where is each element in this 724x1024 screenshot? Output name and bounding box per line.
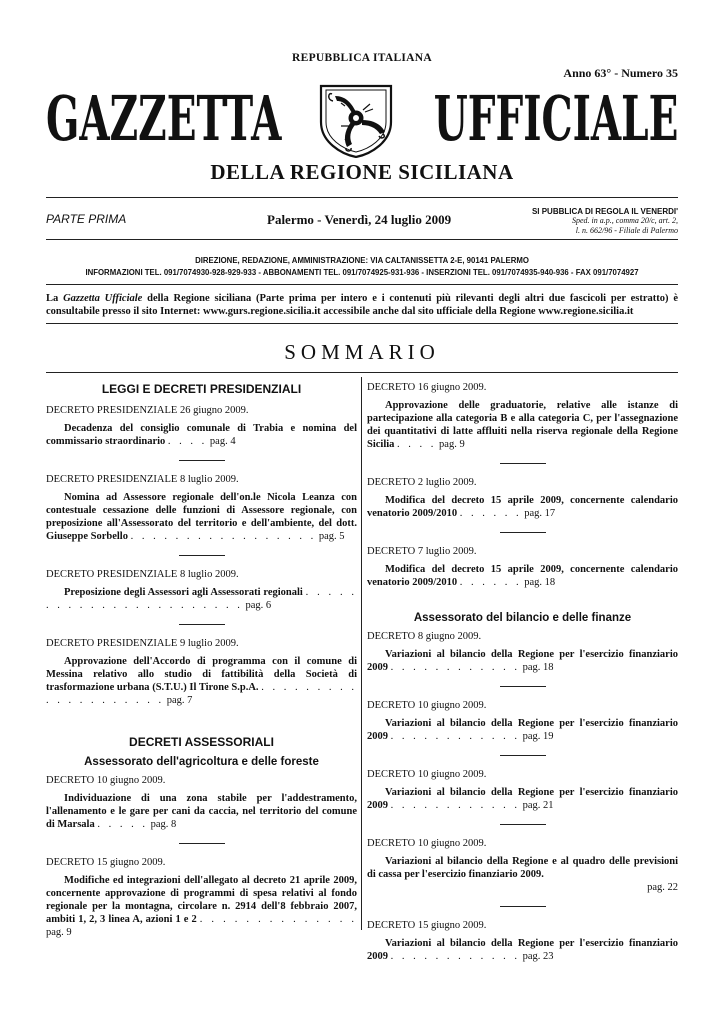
sommario-title: SOMMARIO	[284, 340, 440, 364]
entry-date: DECRETO 10 giugno 2009.	[46, 775, 166, 786]
header-rule-middle	[46, 239, 678, 240]
intro-text: della Regione siciliana (Parte prima per intero e i contenuti più rilevanti degli altri due fascicoli per estratto) è consultabile presso il sito Internet: www.gurs.regione.sicilia.it accessibile anche dal sito ufficiale della Regione www.regione.sicilia.it	[46, 293, 678, 317]
entry-title[interactable]	[46, 792, 357, 831]
leader-dots: . . . . . . . . . . . . . .	[199, 914, 358, 925]
sommario-rule	[46, 372, 678, 373]
postal-info-line1: Sped. in a.p., comma 20/c, art. 2,	[572, 216, 678, 225]
publication-frequency: SI PUBBLICA DI REGOLA IL VENERDI'	[531, 207, 678, 216]
leader-dots: . . . . . .	[459, 577, 522, 588]
masthead	[46, 80, 678, 160]
entry-separator	[179, 460, 225, 461]
address-line: DIREZIONE, REDAZIONE, AMMINISTRAZIONE: VIA CALTANISSETTA 2-E, 90141 PALERMO	[195, 256, 529, 265]
issue-number: Anno 63° - Numero 35	[563, 66, 678, 80]
header-rule-bottom	[46, 284, 678, 285]
leader-dots: . . . . .	[97, 819, 148, 830]
leader-dots: . . . . . . . . . . . . . . . . . . . .	[46, 682, 358, 706]
entry-title[interactable]	[367, 648, 678, 674]
entry-title-text: Approvazione delle graduatorie, relative alle istanze di partecipazione alla categoria B e alla categoria C, per l'assegnazione dei quantitativi di latte affluiti nella riserva regionale della Regione Sicilia	[367, 400, 678, 450]
entry-title-text: Variazioni al bilancio della Regione per l'esercizio finanziario 2009	[367, 787, 678, 811]
subsection-heading-agricoltura: Assessorato dell'agricoltura e delle foreste	[84, 756, 319, 768]
entry-separator	[500, 532, 546, 533]
page-ref: pag. 22	[647, 882, 678, 893]
entry-date: DECRETO 2 luglio 2009.	[367, 477, 477, 488]
left-column	[46, 377, 357, 939]
page-ref: pag. 9	[46, 927, 72, 938]
leader-dots: . . . . . . . . . . . .	[390, 951, 520, 962]
page-ref: pag. 21	[522, 800, 554, 811]
contacts-line: INFORMAZIONI TEL. 091/7074930-928-929-933 - ABBONAMENTI TEL. 091/7074925-931-936 - INSERZIONI TEL. 091/7074935-940-936 - FAX 091/7074927	[85, 268, 639, 277]
entry-date: DECRETO 7 luglio 2009.	[367, 546, 477, 557]
entry-title-text: Individuazione di una zona stabile per l'addestramento, l'allenamento e le gare per cani da caccia, nel territorio del comune di Marsala	[46, 793, 357, 830]
entry-title[interactable]	[367, 399, 678, 451]
masthead-right-word: UFFICIALE	[433, 82, 678, 155]
entry-separator	[500, 686, 546, 687]
entry-title[interactable]	[46, 874, 357, 939]
leader-dots: . . . . . . . . . . . .	[390, 800, 520, 811]
header-rule-top	[46, 197, 678, 198]
leader-dots: . . . .	[397, 439, 437, 450]
entry-title[interactable]	[46, 422, 357, 448]
entry-date: DECRETO PRESIDENZIALE 8 luglio 2009.	[46, 569, 239, 580]
entry-title[interactable]	[367, 494, 678, 520]
entry-date: DECRETO 8 giugno 2009.	[367, 631, 482, 642]
right-column	[367, 377, 678, 963]
leader-dots: . . . . . . . . . . . . . . . . . . . . . . .	[46, 587, 358, 611]
page-ref: pag. 4	[209, 436, 236, 447]
entry-title-text: Variazioni al bilancio della Regione per l'esercizio finanziario 2009	[367, 718, 678, 742]
entry-date: DECRETO 15 giugno 2009.	[367, 920, 487, 931]
entry-date: DECRETO 15 giugno 2009.	[46, 857, 166, 868]
entry-title-text: Nomina ad Assessore regionale dell'on.le Nicola Leanza con contestuale cessazione delle funzioni di Assessore regionale, con preposizione all'Assessorato del territorio e dell'ambiente, del dott. Giuseppe Sorbello	[46, 492, 357, 542]
entry-separator	[500, 755, 546, 756]
leader-dots: . . . .	[167, 436, 208, 447]
section-heading-decreti-assessoriali: DECRETI ASSESSORIALI	[129, 735, 274, 749]
masthead-subtitle: DELLA REGIONE SICILIANA	[210, 160, 514, 184]
entry-title[interactable]	[367, 855, 678, 894]
entry-title-text: Modifica del decreto 15 aprile 2009, concernente calendario venatorio 2009/2010	[367, 495, 678, 519]
entry-separator	[500, 824, 546, 825]
page-ref: pag. 8	[150, 819, 177, 830]
page-ref: pag. 9	[439, 439, 465, 450]
entry-title-text: Preposizione degli Assessori agli Assessorati regionali	[64, 587, 303, 598]
intro-rule	[46, 323, 678, 324]
entry-date: DECRETO 10 giugno 2009.	[367, 838, 487, 849]
entry-separator	[500, 906, 546, 907]
entry-title[interactable]	[367, 563, 678, 589]
intro-paragraph	[46, 292, 678, 318]
page-ref: pag. 5	[318, 531, 345, 542]
entry-title[interactable]	[46, 491, 357, 543]
part-label: PARTE PRIMA	[46, 212, 127, 226]
page-ref: pag. 7	[166, 695, 193, 706]
entry-date: DECRETO PRESIDENZIALE 8 luglio 2009.	[46, 474, 239, 485]
entry-separator	[179, 555, 225, 556]
postal-info-line2: l. n. 662/96 - Filiale di Palermo	[575, 226, 678, 235]
page-ref: pag. 17	[524, 508, 556, 519]
entry-title-text: Decadenza del consiglio comunale di Trabia e nomina del commissario straordinario	[46, 423, 357, 447]
entry-title[interactable]	[46, 586, 357, 612]
entry-title-text: Variazioni al bilancio della Regione e al quadro delle previsioni di cassa per l'esercizio finanziario 2009.	[367, 856, 678, 880]
entry-title-text: Modifica del decreto 15 aprile 2009, concernente calendario venatorio 2009/2010	[367, 564, 678, 588]
page-ref: pag. 18	[524, 577, 556, 588]
entry-date: DECRETO 10 giugno 2009.	[367, 700, 487, 711]
entry-title[interactable]	[46, 655, 357, 707]
entry-title-text: Modifiche ed integrazioni dell'allegato al decreto 21 aprile 2009, concernente approvazione di programmi di spesa relativi al fondo regionale per la montagna, circolare n. 2914 dell'8 febbraio 2007, ambiti 1, 2, 3 linea A, azioni 1 e 2	[46, 875, 357, 925]
masthead-left-word: GAZZETTA	[46, 82, 282, 155]
leader-dots: . . . . . . . . . . . .	[390, 662, 520, 673]
entry-separator	[500, 463, 546, 464]
page-ref: pag. 18	[522, 662, 554, 673]
section-heading-leggi: LEGGI E DECRETI PRESIDENZIALI	[101, 382, 302, 396]
republic-label: REPUBBLICA ITALIANA	[292, 52, 432, 64]
entry-date: DECRETO PRESIDENZIALE 9 luglio 2009.	[46, 638, 239, 649]
entry-title-text: Variazioni al bilancio della Regione per l'esercizio finanziario 2009	[367, 649, 678, 673]
intro-la: La	[46, 293, 64, 304]
leader-dots: . . . . . . . . . . . .	[390, 731, 520, 742]
entry-separator	[179, 624, 225, 625]
leader-dots: . . . . . . . . . . . . . . . . .	[130, 531, 317, 542]
trinacria-emblem-icon	[315, 82, 397, 158]
entry-title[interactable]	[367, 717, 678, 743]
entry-date: DECRETO PRESIDENZIALE 26 giugno 2009.	[46, 405, 249, 416]
entry-title-text: Variazioni al bilancio della Regione per l'esercizio finanziario 2009	[367, 938, 678, 962]
leader-dots: . . . . . .	[459, 508, 522, 519]
publication-info	[498, 207, 678, 236]
entry-date: DECRETO 10 giugno 2009.	[367, 769, 487, 780]
subsection-heading-bilancio: Assessorato del bilancio e delle finanze	[413, 612, 632, 624]
column-divider	[361, 377, 362, 930]
entry-date: DECRETO 16 giugno 2009.	[367, 382, 487, 393]
entry-title-text: Approvazione dell'Accordo di programma con il comune di Messina relativo allo studio di fattibilità della Società di trasformazione urbana (S.T.U.) Il Tirone S.p.A.	[46, 656, 357, 693]
dateline: Palermo - Venerdì, 24 luglio 2009	[267, 212, 452, 227]
entry-title[interactable]	[367, 937, 678, 963]
page-ref: pag. 19	[522, 731, 554, 742]
entry-separator	[179, 843, 225, 844]
intro-gazzetta-title: Gazzetta Ufficiale	[63, 293, 143, 304]
page-ref: pag. 6	[245, 600, 272, 611]
entry-title[interactable]	[367, 786, 678, 812]
page-ref: pag. 23	[522, 951, 554, 962]
